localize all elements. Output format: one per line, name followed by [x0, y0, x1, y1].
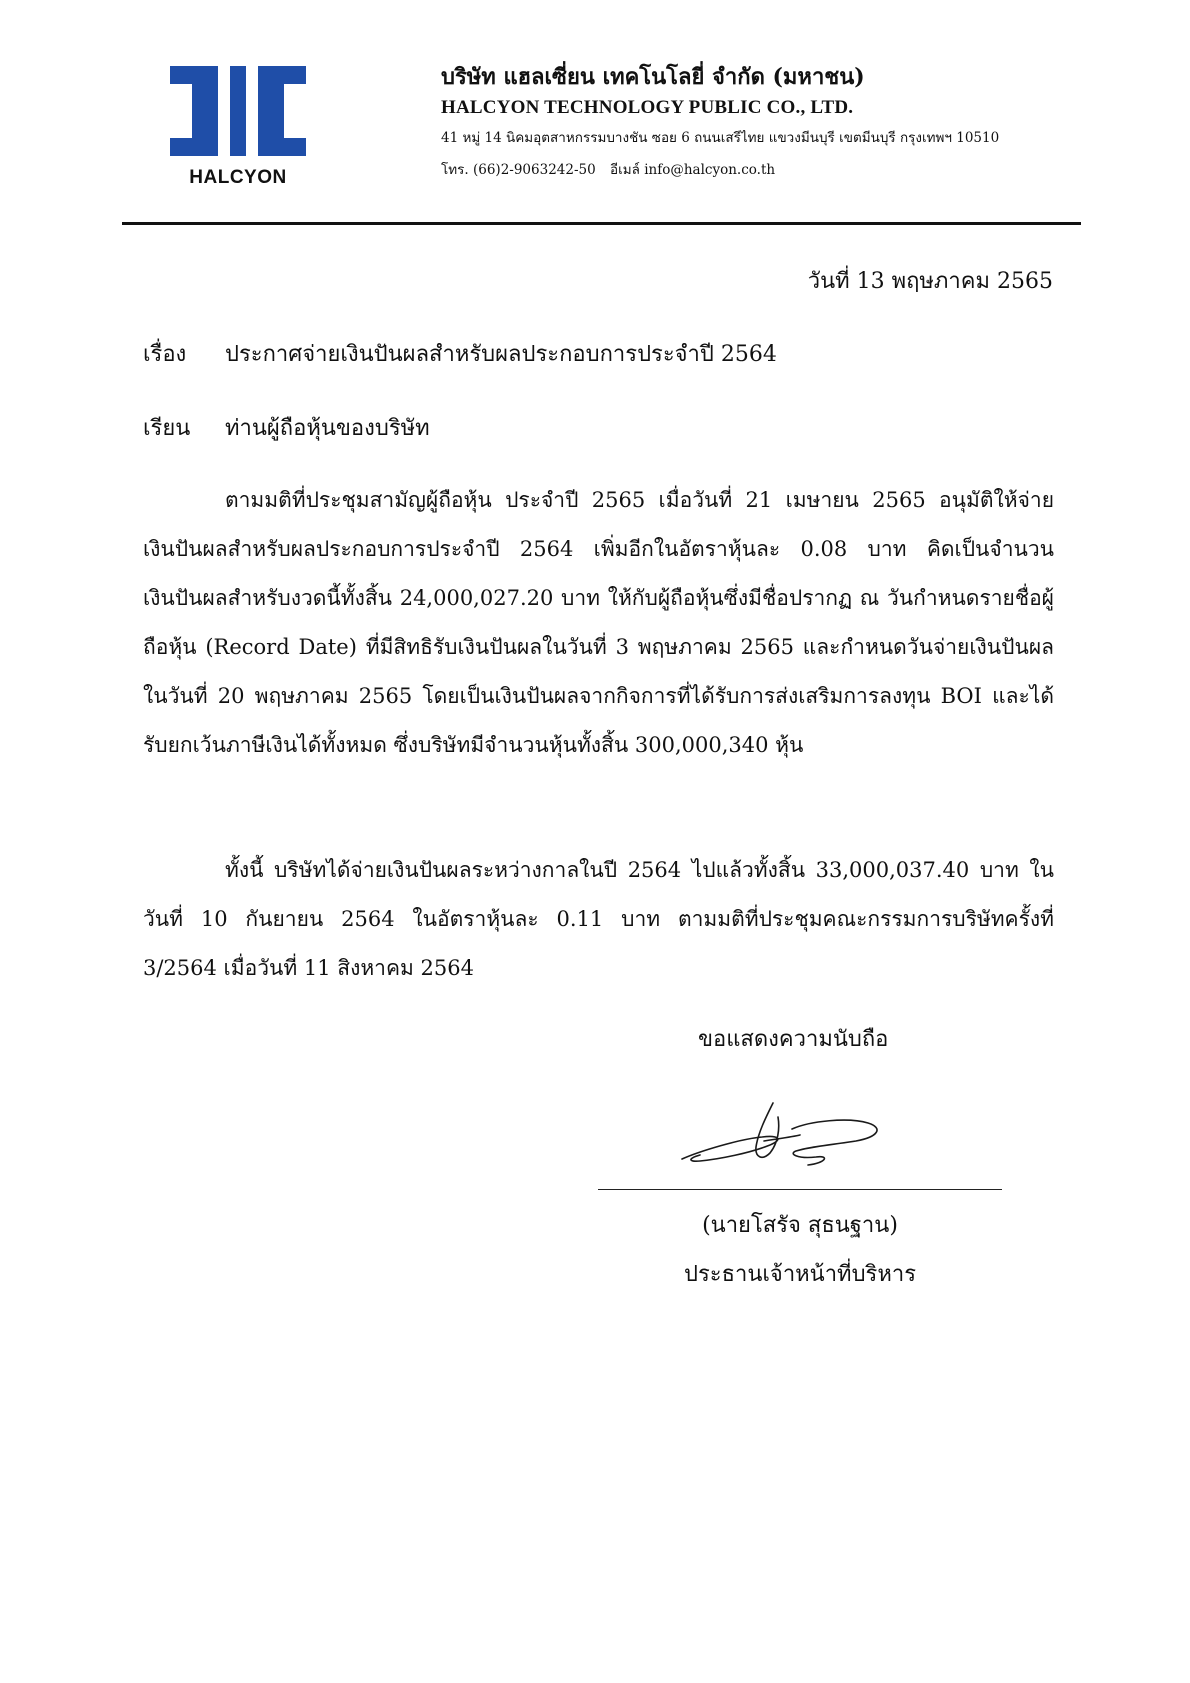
halcyon-logo-icon	[170, 66, 306, 188]
company-name-en: HALCYON TECHNOLOGY PUBLIC CO., LTD.	[441, 97, 854, 118]
subject-line	[143, 335, 777, 375]
addressee-line	[143, 409, 430, 449]
letterhead-divider	[122, 222, 1081, 225]
body-paragraph-1: ตามมติที่ประชุมสามัญผู้ถือหุ้น ประจำปี 2565 เมื่อวันที่ 21 เมษายน 2565 อนุมัติให้จ่ายเงินปันผลสำหรับผลประกอบการประจำปี 2564 เพิ่มอีกในอัตราหุ้นละ 0.08 บาท คิดเป็นจำนวนเงินปันผลสำหรับงวดนี้ทั้งสิ้น 24,000,027.20 บาท ให้กับผู้ถือหุ้นซึ่งมีชื่อปรากฏ ณ วันกำหนดรายชื่อผู้ถือหุ้น (Record Date) ที่มีสิทธิรับเงินปันผลในวันที่ 3 พฤษภาคม 2565 และกำหนดวันจ่ายเงินปันผลในวันที่ 20 พฤษภาคม 2565 โดยเป็นเงินปันผลจากกิจการที่ได้รับการส่งเสริมการลงทุน BOI และได้รับยกเว้นภาษีเงินได้ทั้งหมด ซึ่งบริษัทมีจำนวนหุ้นทั้งสิ้น 300,000,340 หุ้น	[143, 488, 1054, 757]
company-email: อีเมล์ info@halcyon.co.th	[610, 162, 776, 178]
addressee-label: เรียน	[143, 416, 191, 441]
company-address: 41 หมู่ 14 นิคมอุตสาหกรรมบางชัน ซอย 6 ถนนเสรีไทย แขวงมีนบุรี เขตมีนบุรี กรุงเทพฯ 10510	[441, 130, 1000, 146]
company-phone: โทร. (66)2-9063242-50	[441, 162, 596, 178]
company-contact	[441, 154, 1081, 186]
logo-center-bar	[230, 66, 246, 156]
signature-icon	[680, 1095, 905, 1175]
handwritten-signature	[680, 1095, 905, 1175]
logo-left-shape	[170, 66, 218, 156]
subject-text: ประกาศจ่ายเงินปันผลสำหรับผลประกอบการประจำปี 2564	[225, 342, 777, 367]
logo-wordmark: HALCYON	[189, 167, 287, 188]
signer-name: (นายโสรัจ สุธนฐาน)	[702, 1213, 898, 1238]
signer-title: ประธานเจ้าหน้าที่บริหาร	[683, 1262, 917, 1287]
company-name-th: บริษัท แฮลเซี่ยน เทคโนโลยี่ จำกัด (มหาชน)	[441, 64, 865, 90]
closing-phrase: ขอแสดงความนับถือ	[698, 1027, 889, 1052]
logo-right-shape	[258, 66, 306, 156]
addressee-text: ท่านผู้ถือหุ้นของบริษัท	[225, 416, 430, 441]
subject-label: เรื่อง	[143, 342, 187, 367]
halcyon-logo	[170, 66, 306, 188]
signature-line	[598, 1189, 1002, 1190]
company-info	[441, 60, 1081, 186]
letter-date: วันที่ 13 พฤษภาคม 2565	[807, 269, 1053, 294]
body-paragraph-2: ทั้งนี้ บริษัทได้จ่ายเงินปันผลระหว่างกาลในปี 2564 ไปแล้วทั้งสิ้น 33,000,037.40 บาท ในวันที่ 10 กันยายน 2564 ในอัตราหุ้นละ 0.11 บาท ตามมติที่ประชุมคณะกรรมการบริษัทครั้งที่ 3/2564 เมื่อวันที่ 11 สิงหาคม 2564	[143, 858, 1054, 980]
